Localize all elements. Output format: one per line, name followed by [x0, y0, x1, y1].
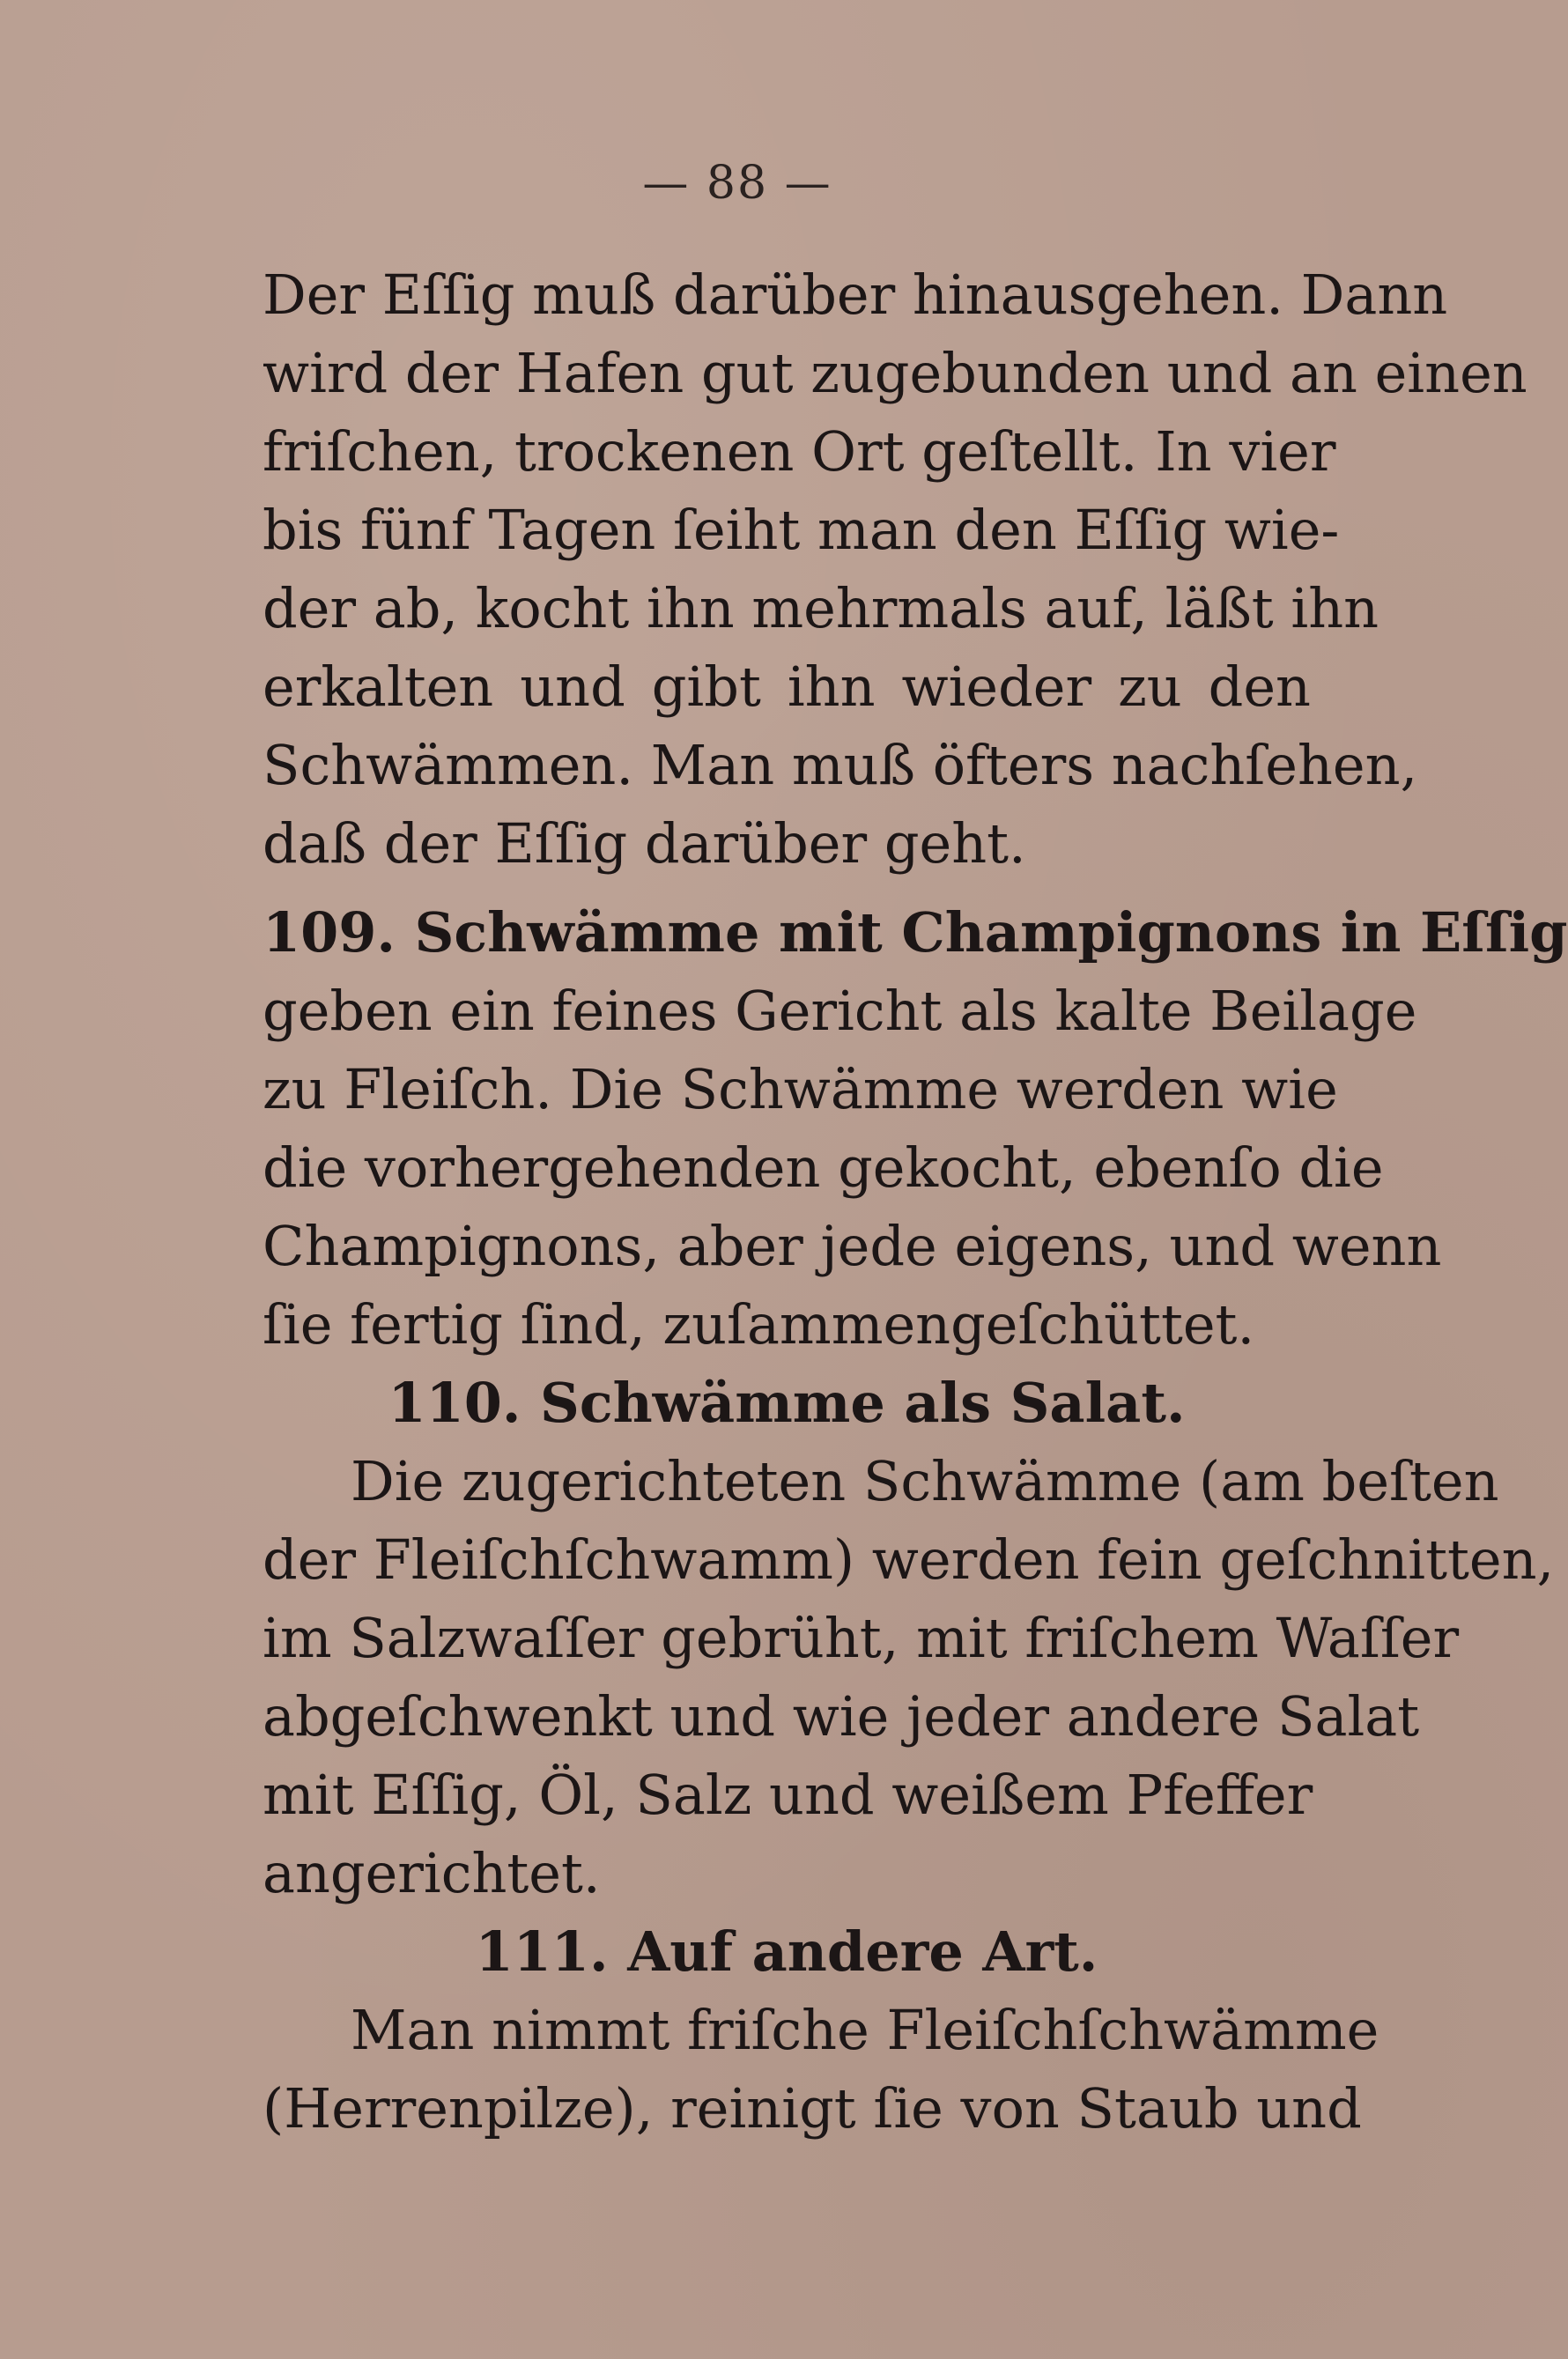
text-line: wird der Hafen gut zugebunden und an einen: [263, 341, 1527, 405]
text-line: zu Fleiſch. Die Schwämme werden wie: [263, 1057, 1338, 1121]
text-line: Der Eſſig muß darüber hinausgehen. Dann: [263, 263, 1448, 327]
text-line: ſie fertig ſind, zuſammengeſchüttet.: [263, 1292, 1255, 1357]
text-line: geben ein feines Gericht als kalte Beilage: [263, 979, 1417, 1043]
text-line: Die zugerichteten Schwämme (am beſten: [351, 1449, 1499, 1513]
text-line: bis fünf Tagen ſeiht man den Eſſig wie-: [263, 498, 1340, 562]
page-number: — 88 —: [642, 157, 832, 210]
text-line: Champignons, aber jede eigens, und wenn: [263, 1214, 1442, 1278]
text-line: daß der Eſſig darüber geht.: [263, 811, 1026, 876]
text-line: friſchen, trockenen Ort geſtellt. In vier: [263, 419, 1336, 484]
text-line: im Salzwaſſer gebrüht, mit friſchem Waſſer: [263, 1606, 1460, 1670]
text-line: der ab, kocht ihn mehrmals auf, läßt ihn: [263, 576, 1379, 640]
text-line: der Fleiſchſchwamm) werden fein geſchnitten,: [263, 1527, 1555, 1592]
text-line: mit Eſſig, Öl, Salz und weißem Pfeffer: [263, 1763, 1313, 1827]
recipe-heading-111: 111. Auf andere Art.: [475, 1919, 1098, 1984]
text-line: die vorhergehenden gekocht, ebenſo die: [263, 1135, 1384, 1200]
text-line: erkalten und gibt ihn wieder zu den: [263, 654, 1311, 719]
recipe-heading-109: 109. Schwämme mit Champignons in Eſſig: [263, 900, 1568, 965]
text-line: abgeſchwenkt und wie jeder andere Salat: [263, 1684, 1420, 1749]
text-line: Schwämmen. Man muß öfters nachſehen,: [263, 733, 1418, 797]
text-line: angerichtet.: [263, 1841, 601, 1905]
page-text: [263, 255, 1568, 2148]
recipe-heading-110: 110. Schwämme als Salat.: [388, 1371, 1186, 1435]
text-line: Man nimmt friſche Fleiſchſchwämme: [351, 1998, 1379, 2062]
text-line: (Herrenpilze), reinigt ſie von Staub und: [263, 2076, 1362, 2141]
